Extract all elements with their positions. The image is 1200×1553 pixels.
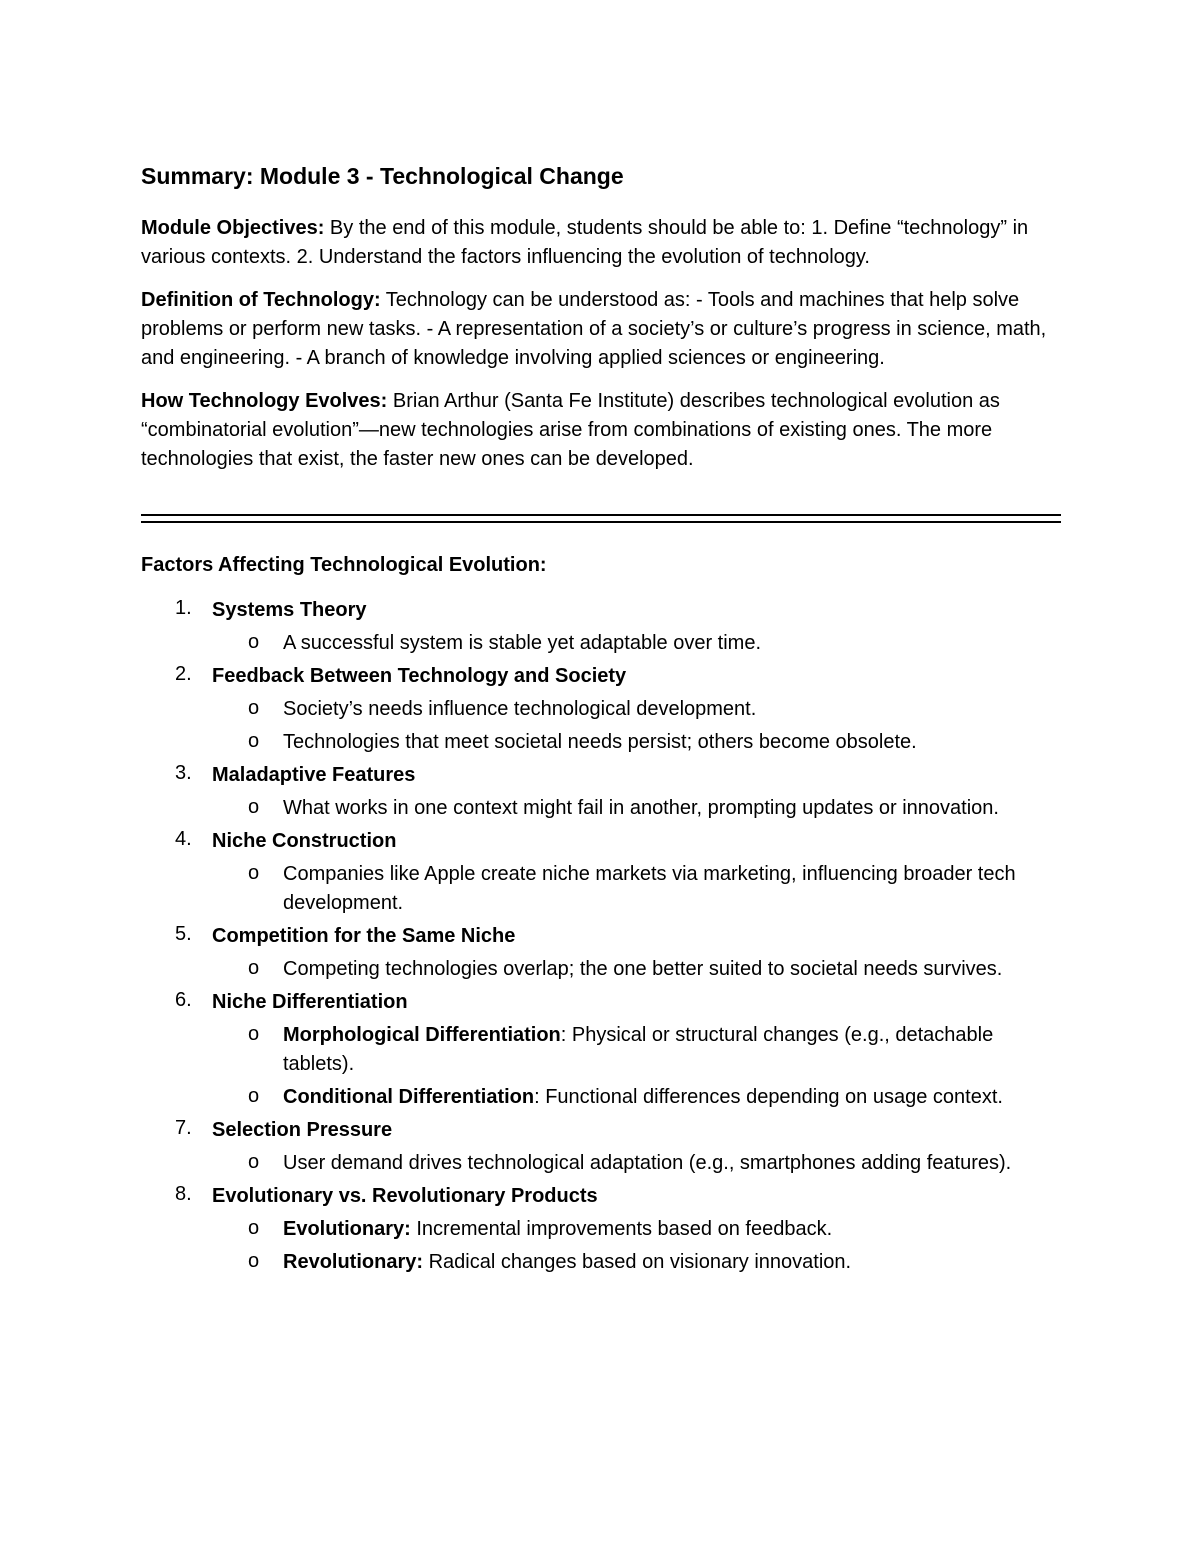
factor-subpoints	[212, 693, 1061, 759]
factor-title: Feedback Between Technology and Society	[212, 665, 627, 687]
factor-subpoints	[212, 953, 1061, 986]
factor-item	[141, 920, 1061, 986]
subpoint-text: User demand drives technological adaptation (e.g., smartphones adding features).	[283, 1152, 1012, 1174]
factor-number: 8.	[175, 1183, 192, 1205]
factor-item	[141, 825, 1061, 920]
factor-subpoints	[212, 1213, 1061, 1279]
subpoint-item	[212, 1246, 1061, 1279]
circle-bullet-icon: o	[248, 1023, 260, 1045]
subpoint-term: Evolutionary:	[283, 1218, 411, 1240]
circle-bullet-icon: o	[248, 631, 260, 653]
definition-label: Definition of Technology:	[141, 289, 381, 311]
factors-list	[141, 594, 1061, 1279]
subpoint-term: Revolutionary:	[283, 1251, 424, 1273]
circle-bullet-icon: o	[248, 1250, 260, 1272]
factor-item	[141, 986, 1061, 1114]
subpoint-item	[212, 1213, 1061, 1246]
circle-bullet-icon: o	[248, 796, 260, 818]
circle-bullet-icon: o	[248, 697, 260, 719]
subpoint-text: Radical changes based on visionary innovation.	[423, 1251, 852, 1273]
subpoint-term: Morphological Differentiation	[283, 1024, 561, 1046]
subpoint-item	[212, 1147, 1061, 1180]
factor-number: 5.	[175, 923, 192, 945]
factor-title: Selection Pressure	[212, 1119, 393, 1141]
evolves-text: Brian Arthur (Santa Fe Institute) describes technological evolution as “combinatorial evolution”—new technologies arise from combinations of existing ones. The more technologies that exist, the faster new ones can be developed.	[141, 390, 1000, 470]
factor-number: 3.	[175, 762, 192, 784]
circle-bullet-icon: o	[248, 1217, 260, 1239]
subpoint-text: What works in one context might fail in another, prompting updates or innovation.	[283, 797, 999, 819]
circle-bullet-icon: o	[248, 730, 260, 752]
factor-item	[141, 660, 1061, 759]
definition-of-technology	[141, 286, 1061, 373]
section-divider	[141, 514, 1061, 523]
evolves-label: How Technology Evolves:	[141, 390, 388, 412]
circle-bullet-icon: o	[248, 862, 260, 884]
factor-number: 6.	[175, 989, 192, 1011]
subpoint-text: Incremental improvements based on feedback.	[410, 1218, 833, 1240]
how-technology-evolves	[141, 387, 1061, 474]
factor-title: Maladaptive Features	[212, 764, 416, 786]
factor-subpoints	[212, 1019, 1061, 1114]
page-title: Summary: Module 3 - Technological Change	[141, 163, 624, 189]
document-page	[141, 160, 1061, 1279]
subpoint-text: : Functional differences depending on usage context.	[534, 1086, 1003, 1108]
subpoint-item	[212, 726, 1061, 759]
factor-title: Systems Theory	[212, 599, 367, 621]
subpoint-item	[212, 792, 1061, 825]
subpoint-text: Competing technologies overlap; the one better suited to societal needs survives.	[283, 958, 1003, 980]
subpoint-text: Companies like Apple create niche markets via marketing, influencing broader tech development.	[283, 863, 1016, 914]
factor-title: Niche Differentiation	[212, 991, 408, 1013]
module-objectives-text: By the end of this module, students should be able to: 1. Define “technology” in various contexts. 2. Understand the factors influencing the evolution of technology.	[141, 217, 1029, 268]
subpoint-item	[212, 1019, 1061, 1081]
factor-number: 4.	[175, 828, 192, 850]
module-objectives	[141, 214, 1061, 272]
factor-title: Evolutionary vs. Revolutionary Products	[212, 1185, 598, 1207]
factors-heading: Factors Affecting Technological Evolution:	[141, 554, 547, 576]
subpoint-item	[212, 627, 1061, 660]
subpoint-text: A successful system is stable yet adaptable over time.	[283, 632, 761, 654]
definition-text: Technology can be understood as: - Tools and machines that help solve problems or perform new tasks. - A representation of a society’s or culture’s progress in science, math, and engineering. - A branch of knowledge involving applied sciences or engineering.	[141, 289, 1047, 369]
subpoint-item	[212, 693, 1061, 726]
subpoint-text: Technologies that meet societal needs persist; others become obsolete.	[283, 731, 917, 753]
factor-item	[141, 594, 1061, 660]
factor-subpoints	[212, 1147, 1061, 1180]
factor-number: 1.	[175, 597, 192, 619]
circle-bullet-icon: o	[248, 1085, 260, 1107]
subpoint-text: Society’s needs influence technological development.	[283, 698, 757, 720]
subpoint-item	[212, 1081, 1061, 1114]
factor-item	[141, 1114, 1061, 1180]
subpoint-item	[212, 858, 1061, 920]
factor-subpoints	[212, 627, 1061, 660]
subpoint-text: : Physical or structural changes (e.g., detachable tablets).	[283, 1024, 994, 1075]
factor-title: Competition for the Same Niche	[212, 925, 516, 947]
circle-bullet-icon: o	[248, 1151, 260, 1173]
factor-number: 7.	[175, 1117, 192, 1139]
subpoint-item	[212, 953, 1061, 986]
factor-subpoints	[212, 858, 1061, 920]
circle-bullet-icon: o	[248, 957, 260, 979]
module-objectives-label: Module Objectives:	[141, 217, 325, 239]
factor-title: Niche Construction	[212, 830, 397, 852]
factor-item	[141, 759, 1061, 825]
factor-number: 2.	[175, 663, 192, 685]
factor-subpoints	[212, 792, 1061, 825]
factor-item	[141, 1180, 1061, 1279]
subpoint-term: Conditional Differentiation	[283, 1086, 535, 1108]
